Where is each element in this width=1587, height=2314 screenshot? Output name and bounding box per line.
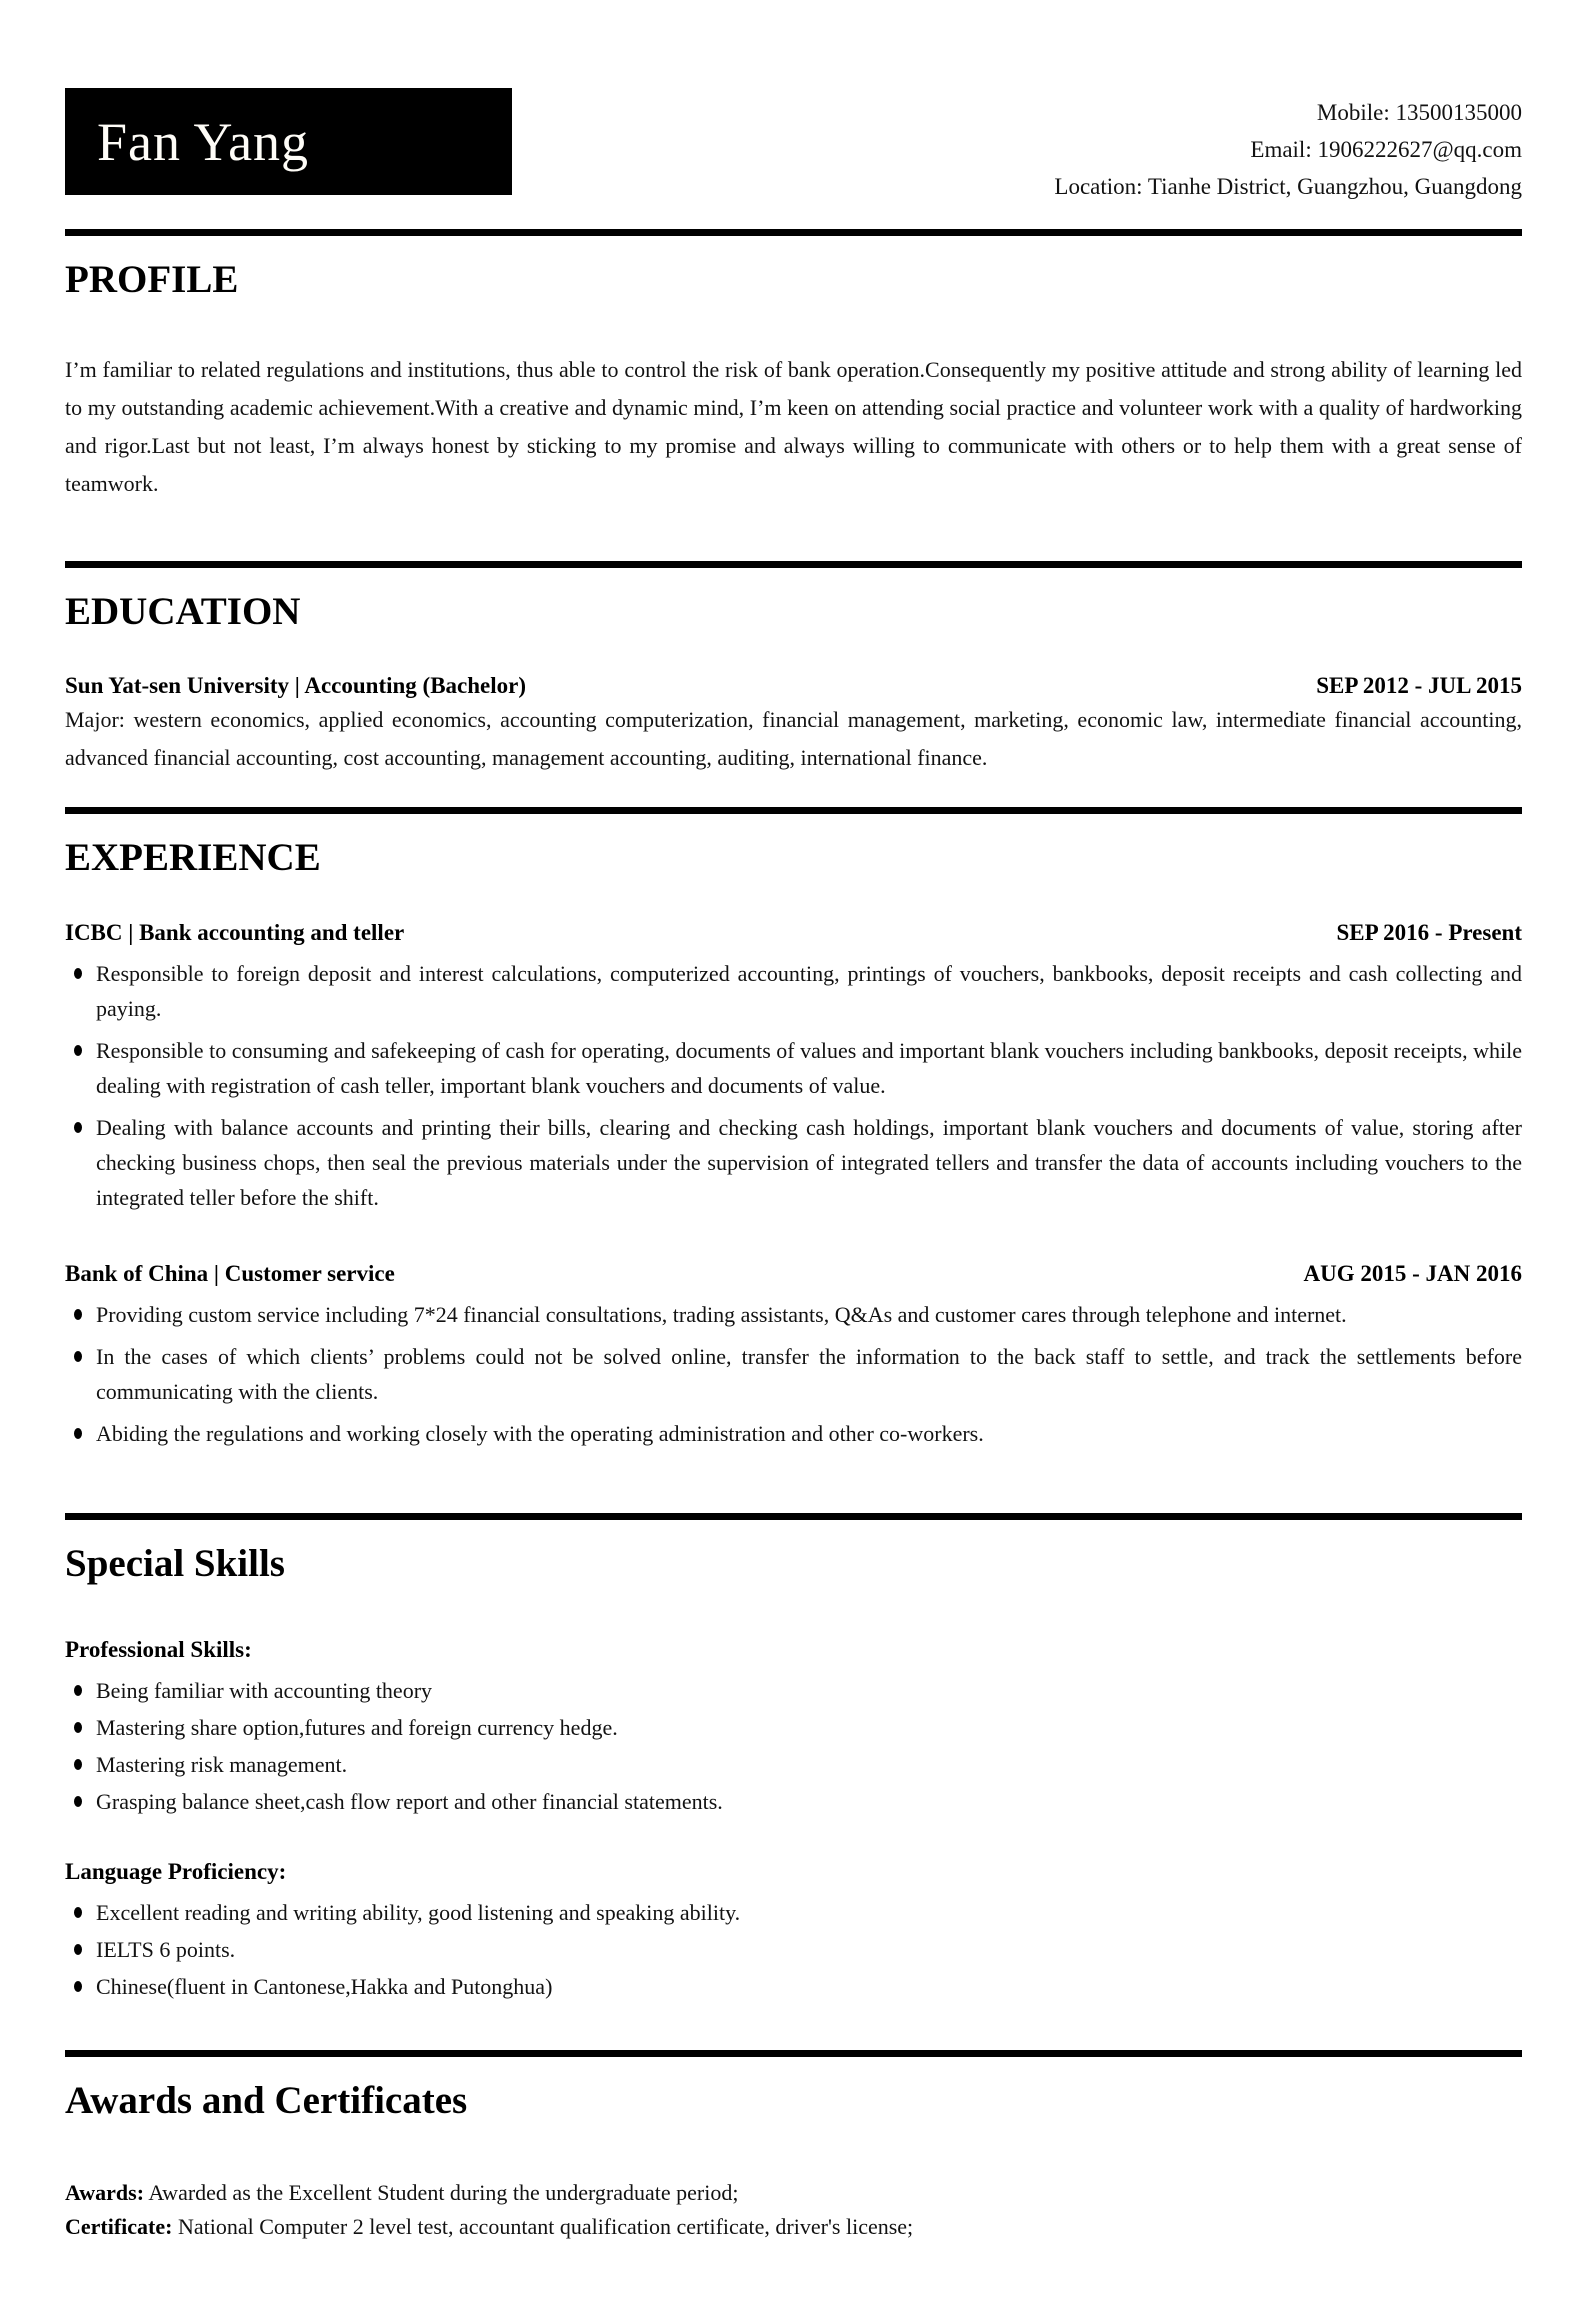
education-major: Major: western economics, applied economics, accounting computerization, financial management, marketing, economic law, intermediate financial accounting, advanced financial accounting, cost accounting, management accounting, auditing, international finance. [65,706,1522,770]
awards-section [65,2077,1522,2244]
experience-title: EXPERIENCE [65,835,321,879]
award-item [65,2176,1522,2210]
job-bullet-list [65,956,1522,1215]
contact-mobile: Mobile: 13500135000 [1316,100,1522,125]
education-entry-header [65,673,1522,699]
bullet-item: Responsible to consuming and safekeeping of cash for operating, documents of values and important blank vouchers including bankbooks, deposit receipts, while dealing with registration of cash teller, important blank vouchers and documents of value. [65,1033,1522,1103]
award-label: Certificate: [65,2213,173,2239]
bullet-item: Providing custom service including 7*24 financial consultations, trading assistants, Q&As and customer cares through telephone and internet. [65,1297,1522,1332]
bullet-item: Excellent reading and writing ability, good listening and speaking ability. [65,1895,1522,1930]
section-divider [65,2050,1522,2057]
bullet-item: Chinese(fluent in Cantonese,Hakka and Putonghua) [65,1969,1522,2004]
award-item [65,2210,1522,2244]
contact-info [1054,88,1522,205]
skills-section [65,1540,1522,2004]
bullet-item: Grasping balance sheet,cash flow report and other financial statements. [65,1784,1522,1819]
person-name: Fan Yang [97,111,310,172]
job-header [65,920,1522,946]
resume-page [65,0,1522,2314]
award-text: Awarded as the Excellent Student during the undergraduate period; [144,2179,739,2205]
skills-group-heading: Language Proficiency: [65,1859,287,1884]
skills-title: Special Skills [65,1542,285,1586]
name-box [65,88,512,195]
experience-section [65,834,1522,1452]
award-text: National Computer 2 level test, accountant qualification certificate, driver's license; [172,2213,914,2239]
company-name: Bank of China | Customer service [65,1261,395,1287]
profile-section [65,256,1522,503]
job-header [65,1261,1522,1287]
bullet-item: IELTS 6 points. [65,1932,1522,1967]
section-divider [65,807,1522,814]
bullet-item: Being familiar with accounting theory [65,1673,1522,1708]
job-dates: SEP 2016 - Present [1336,920,1522,946]
profile-title: PROFILE [65,258,239,301]
bullet-item: Mastering share option,futures and foreign currency hedge. [65,1710,1522,1745]
education-dates: SEP 2012 - JUL 2015 [1316,672,1522,698]
bullet-item: Responsible to foreign deposit and interest calculations, computerized accounting, printings of vouchers, bankbooks, deposit receipts and cash collecting and paying. [65,956,1522,1026]
education-section [65,588,1522,777]
skills-group-heading: Professional Skills: [65,1637,252,1662]
awards-title: Awards and Certificates [65,2079,468,2122]
skills-bullet-list [65,1895,1522,2004]
bullet-item: In the cases of which clients’ problems could not be solved online, transfer the information to the back staff to settle, and track the settlements before communicating with the clients. [65,1339,1522,1409]
education-title: EDUCATION [65,589,301,633]
job-bullet-list [65,1297,1522,1451]
section-divider [65,1513,1522,1520]
contact-email: Email: 1906222627@qq.com [1250,137,1522,162]
awards-lines [65,2176,1522,2244]
school-name: Sun Yat-sen University | Accounting (Bachelor) [65,672,527,698]
profile-text: I’m familiar to related regulations and institutions, thus able to control the risk of bank operation.Consequently my positive attitude and strong ability of learning led to my outstanding academic achievement.With a creative and dynamic mind, I’m keen on attending social practice and volunteer work with a quality of hardworking and rigor.Last but not least, I’m always honest by sticking to my promise and always willing to communicate with others or to help them with a great sense of teamwork. [65,356,1522,496]
bullet-item: Mastering risk management. [65,1747,1522,1782]
skills-bullet-list [65,1673,1522,1819]
header [65,0,1522,205]
company-name: ICBC | Bank accounting and teller [65,920,405,946]
bullet-item: Abiding the regulations and working closely with the operating administration and other co-workers. [65,1416,1522,1451]
section-divider [65,229,1522,236]
bullet-item: Dealing with balance accounts and printing their bills, clearing and checking cash holdings, important blank vouchers and documents of value, storing after checking business chops, then seal the previous materials under the supervision of integrated tellers and transfer the data of accounts including vouchers to the integrated teller before the shift. [65,1110,1522,1215]
contact-location: Location: Tianhe District, Guangzhou, Guangdong [1054,174,1522,199]
job-dates: AUG 2015 - JAN 2016 [1303,1261,1522,1287]
award-label: Awards: [65,2179,145,2205]
section-divider [65,561,1522,568]
